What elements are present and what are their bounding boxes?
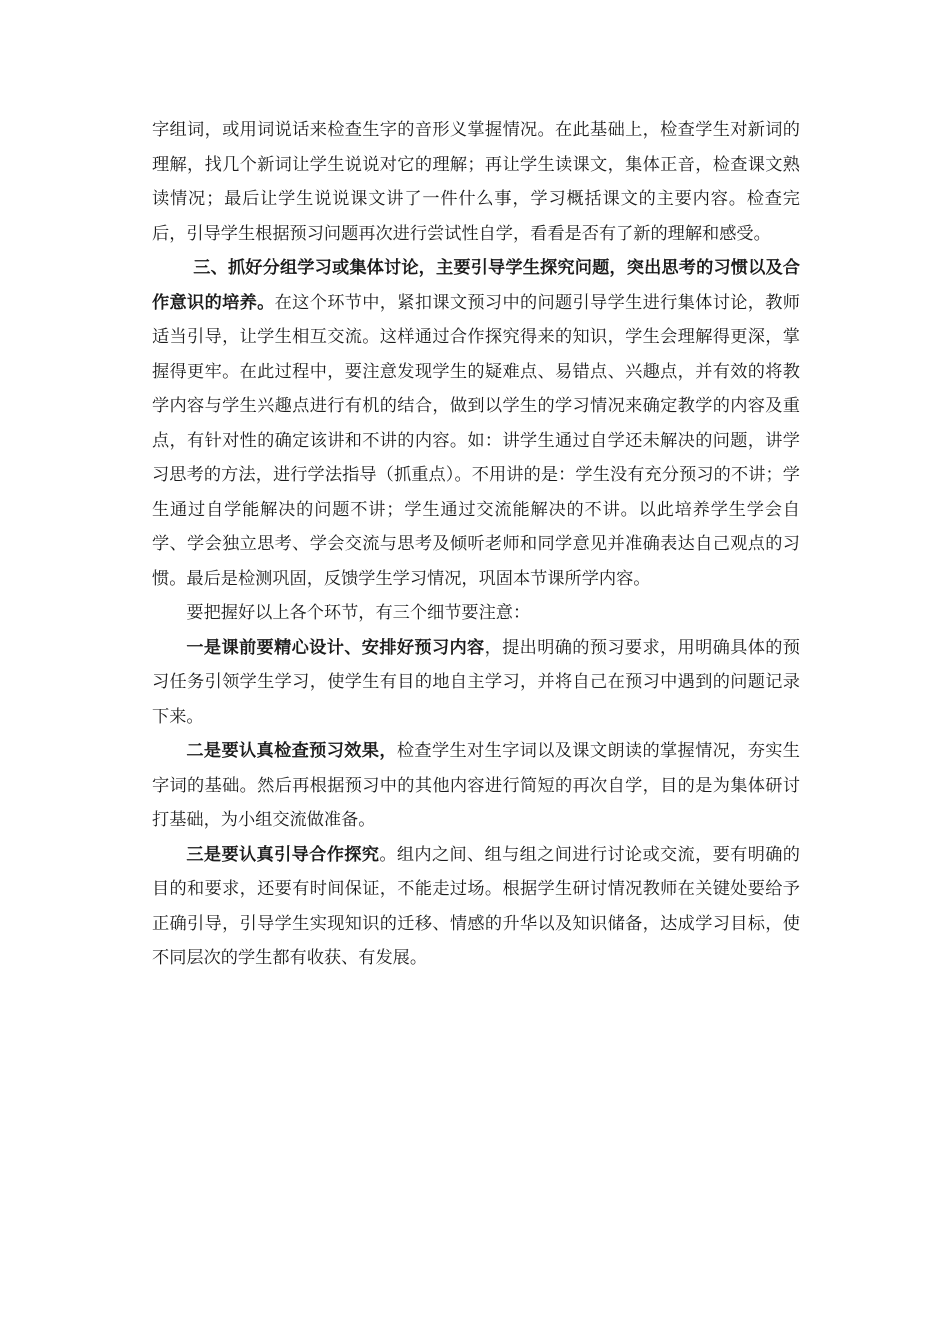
paragraph-6-body: 。组内之间、组与组之间进行讨论或交流，要有明确的目的和要求，还要有时间保证，不能走过场。根据学生研讨情况教师在关键处要给予正确引导，引导学生实现知识的迁移、情感的升华以及知识储备，达成学习目标，使不同层次的学生都有收获、有发展。 xyxy=(152,844,800,968)
section-heading-3: 三、抓好分组学习或集体讨论，主要引导学生探究问题，突出思考的习惯以及合作意识的培养。 xyxy=(152,258,800,313)
paragraph-5 xyxy=(152,734,800,838)
detail-heading-2: 二是要认真检查预习效果， xyxy=(186,741,397,761)
paragraph-6 xyxy=(152,838,800,976)
paragraph-4-body: ，提出明确的预习要求，用明确具体的预习任务引领学生学习，使学生有目的地自主学习，并将自己在预习中遇到的问题记录下来。 xyxy=(152,637,800,727)
detail-heading-1: 一是课前要精心设计、安排好预习内容 xyxy=(186,637,485,658)
paragraph-3: 要把握好以上各个环节，有三个细节要注意： xyxy=(186,603,531,623)
document-page xyxy=(152,113,800,976)
detail-heading-3: 三是要认真引导合作探究 xyxy=(186,844,380,865)
paragraph-5-body: 检查学生对生字词以及课文朗读的掌握情况，夯实生字词的基础。然后再根据预习中的其他内容进行简短的再次自学，目的是为集体研讨打基础，为小组交流做准备。 xyxy=(152,741,800,830)
paragraph-1: 字组词，或用词说话来检查生字的音形义掌握情况。在此基础上，检查学生对新词的理解，找几个新词让学生说说对它的理解；再让学生读课文，集体正音，检查课文熟读情况；最后让学生说说课文讲了一件什么事，学习概括课文的主要内容。检查完后，引导学生根据预习问题再次进行尝试性自学，看看是否有了新的理解和感受。 xyxy=(152,120,800,244)
paragraph-2 xyxy=(152,251,800,596)
paragraph-4 xyxy=(152,631,800,735)
paragraph-2-body: 在这个环节中，紧扣课文预习中的问题引导学生进行集体讨论，教师适当引导，让学生相互交流。这样通过合作探究得来的知识，学生会理解得更深，掌握得更牢。在此过程中，要注意发现学生的疑难点、易错点、兴趣点，并有效的将教学内容与学生兴趣点进行有机的结合，做到以学生的学习情况来确定教学的内容及重点，有针对性的确定该讲和不讲的内容。如：讲学生通过自学还未解决的问题，讲学习思考的方法，进行学法指导（抓重点）。不用讲的是：学生没有充分预习的不讲；学生通过自学能解决的问题不讲；学生通过交流能解决的不讲。以此培养学生学会自学、学会独立思考、学会交流与思考及倾听老师和同学意见并准确表达自己观点的习惯。最后是检测巩固，反馈学生学习情况，巩固本节课所学内容。 xyxy=(152,292,800,589)
